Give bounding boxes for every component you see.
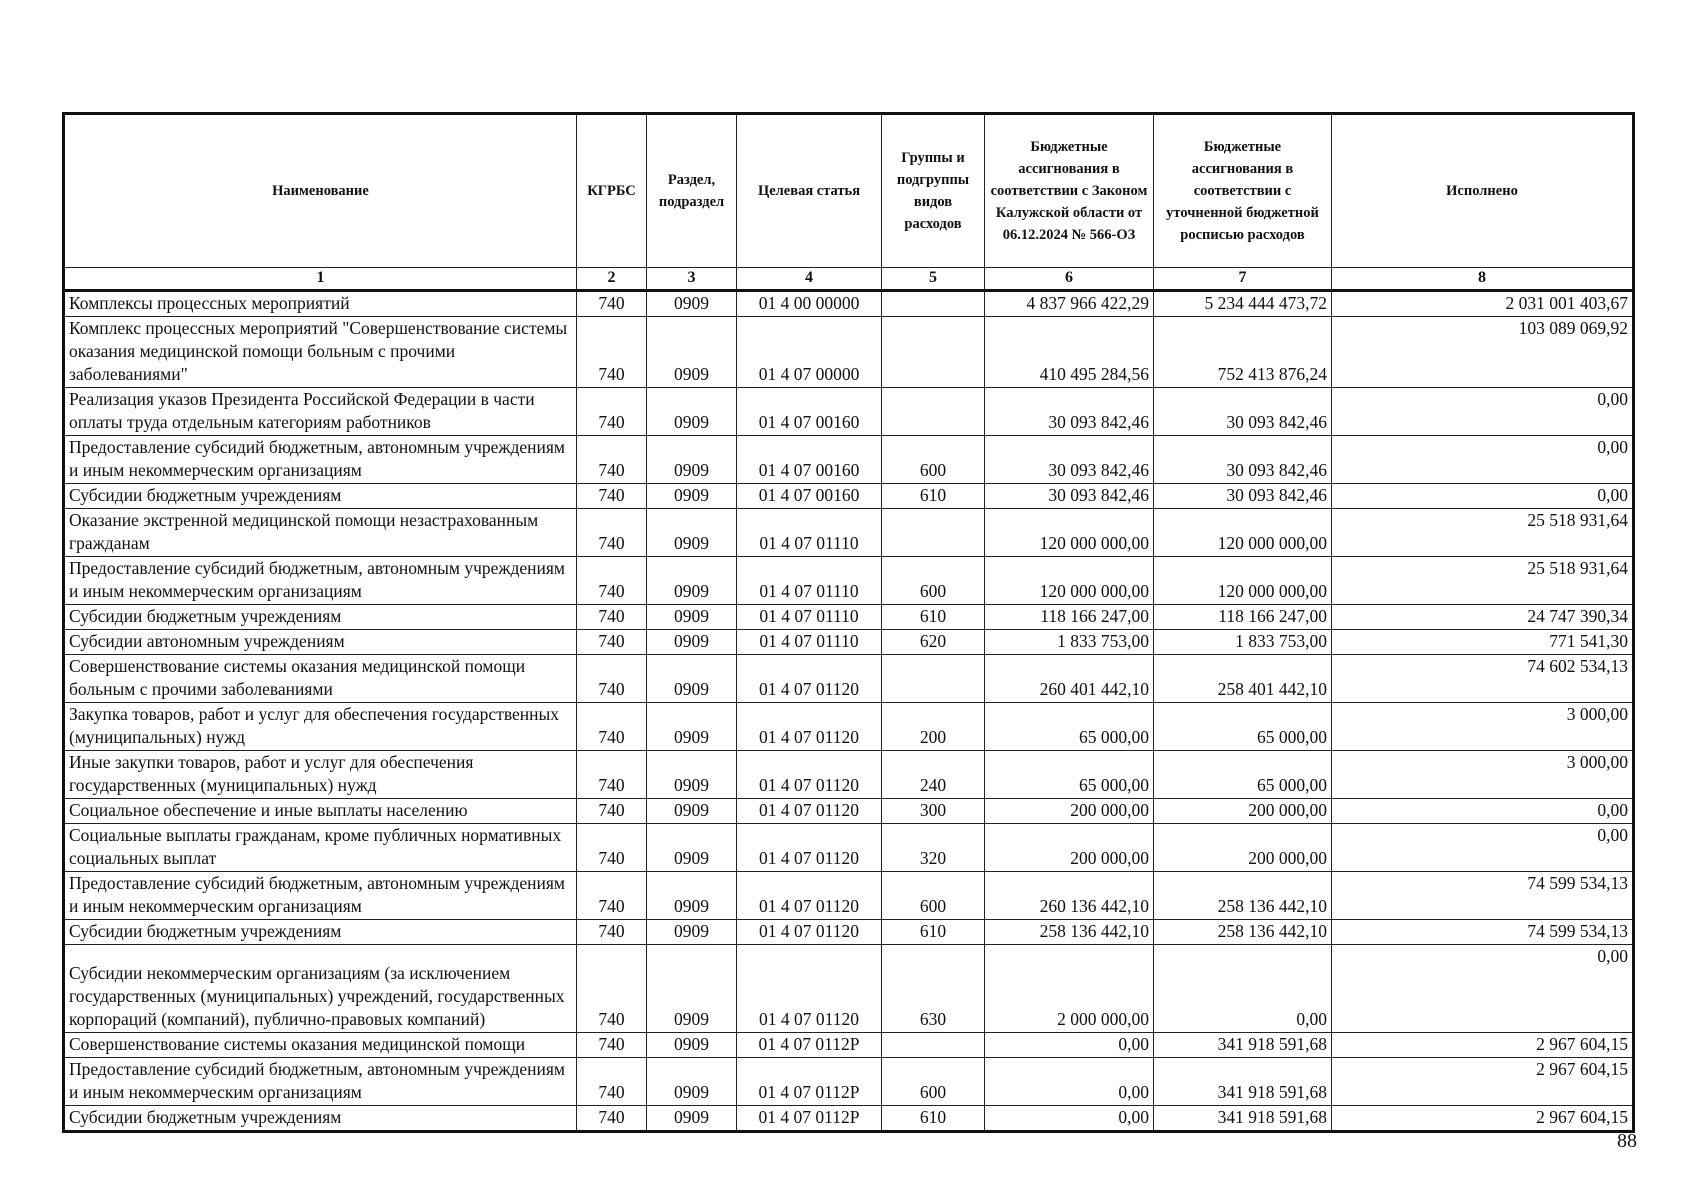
column-number: 1 <box>64 268 577 291</box>
row-revised-allocation: 258 401 442,10 <box>1154 655 1332 703</box>
row-law-allocation: 258 136 442,10 <box>985 920 1154 945</box>
row-kgrbs: 740 <box>577 824 647 872</box>
table-row <box>64 751 1634 799</box>
row-law-allocation: 260 401 442,10 <box>985 655 1154 703</box>
row-revised-allocation: 341 918 591,68 <box>1154 1106 1332 1132</box>
row-target: 01 4 07 01120 <box>737 920 882 945</box>
row-target: 01 4 07 01120 <box>737 824 882 872</box>
table-row <box>64 436 1634 484</box>
row-name: Субсидии бюджетным учреждениям <box>64 920 577 945</box>
row-revised-allocation: 0,00 <box>1154 945 1332 1033</box>
header-kgrbs: КГРБС <box>577 114 647 268</box>
row-section: 0909 <box>647 630 737 655</box>
column-number: 6 <box>985 268 1154 291</box>
row-section: 0909 <box>647 557 737 605</box>
header-group: Группы и подгруппы видов расходов <box>882 114 985 268</box>
page-number: 88 <box>1617 1130 1637 1152</box>
table-row <box>64 1106 1634 1132</box>
row-law-allocation: 2 000 000,00 <box>985 945 1154 1033</box>
row-kgrbs: 740 <box>577 1033 647 1058</box>
row-name: Комплекс процессных мероприятий "Совершенствование системы оказания медицинской помощи больным с прочими заболеваниями" <box>64 317 577 388</box>
row-law-allocation: 200 000,00 <box>985 824 1154 872</box>
row-target: 01 4 07 01110 <box>737 630 882 655</box>
row-name: Субсидии бюджетным учреждениям <box>64 605 577 630</box>
row-kgrbs: 740 <box>577 655 647 703</box>
row-name: Реализация указов Президента Российской Федерации в части оплаты труда отдельным категориям работников <box>64 388 577 436</box>
row-executed: 74 599 534,13 <box>1332 920 1634 945</box>
column-number: 2 <box>577 268 647 291</box>
row-section: 0909 <box>647 1058 737 1106</box>
row-section: 0909 <box>647 388 737 436</box>
row-name: Предоставление субсидий бюджетным, автономным учреждениям и иным некоммерческим организациям <box>64 872 577 920</box>
row-executed: 74 599 534,13 <box>1332 872 1634 920</box>
row-kgrbs: 740 <box>577 1058 647 1106</box>
row-revised-allocation: 341 918 591,68 <box>1154 1033 1332 1058</box>
row-group <box>882 291 985 317</box>
row-section: 0909 <box>647 1106 737 1132</box>
row-kgrbs: 740 <box>577 557 647 605</box>
row-revised-allocation: 341 918 591,68 <box>1154 1058 1332 1106</box>
table-row <box>64 484 1634 509</box>
column-number: 3 <box>647 268 737 291</box>
row-revised-allocation: 120 000 000,00 <box>1154 557 1332 605</box>
table-row <box>64 1058 1634 1106</box>
row-law-allocation: 65 000,00 <box>985 751 1154 799</box>
row-name: Предоставление субсидий бюджетным, автономным учреждениям и иным некоммерческим организациям <box>64 1058 577 1106</box>
table-row <box>64 703 1634 751</box>
row-group: 600 <box>882 1058 985 1106</box>
row-section: 0909 <box>647 605 737 630</box>
row-target: 01 4 07 01120 <box>737 703 882 751</box>
row-target: 01 4 07 01110 <box>737 509 882 557</box>
row-name: Иные закупки товаров, работ и услуг для обеспечения государственных (муниципальных) нужд <box>64 751 577 799</box>
row-law-allocation: 118 166 247,00 <box>985 605 1154 630</box>
table-row <box>64 920 1634 945</box>
row-kgrbs: 740 <box>577 703 647 751</box>
row-law-allocation: 65 000,00 <box>985 703 1154 751</box>
row-law-allocation: 30 093 842,46 <box>985 388 1154 436</box>
row-executed: 3 000,00 <box>1332 751 1634 799</box>
row-group: 610 <box>882 920 985 945</box>
row-name: Комплексы процессных мероприятий <box>64 291 577 317</box>
row-revised-allocation: 65 000,00 <box>1154 703 1332 751</box>
table-row <box>64 388 1634 436</box>
row-executed: 2 967 604,15 <box>1332 1058 1634 1106</box>
row-revised-allocation: 5 234 444 473,72 <box>1154 291 1332 317</box>
row-kgrbs: 740 <box>577 317 647 388</box>
row-kgrbs: 740 <box>577 509 647 557</box>
row-revised-allocation: 1 833 753,00 <box>1154 630 1332 655</box>
row-name: Предоставление субсидий бюджетным, автономным учреждениям и иным некоммерческим организациям <box>64 436 577 484</box>
row-law-allocation: 0,00 <box>985 1033 1154 1058</box>
row-group: 300 <box>882 799 985 824</box>
row-law-allocation: 30 093 842,46 <box>985 484 1154 509</box>
row-section: 0909 <box>647 317 737 388</box>
row-law-allocation: 0,00 <box>985 1058 1154 1106</box>
row-revised-allocation: 30 093 842,46 <box>1154 388 1332 436</box>
row-section: 0909 <box>647 751 737 799</box>
row-executed: 0,00 <box>1332 436 1634 484</box>
row-kgrbs: 740 <box>577 920 647 945</box>
row-target: 01 4 07 0112Р <box>737 1058 882 1106</box>
table-row <box>64 557 1634 605</box>
table-row <box>64 799 1634 824</box>
row-group: 620 <box>882 630 985 655</box>
row-group <box>882 388 985 436</box>
row-revised-allocation: 118 166 247,00 <box>1154 605 1332 630</box>
row-executed: 2 967 604,15 <box>1332 1033 1634 1058</box>
row-name: Субсидии бюджетным учреждениям <box>64 484 577 509</box>
row-executed: 3 000,00 <box>1332 703 1634 751</box>
row-kgrbs: 740 <box>577 291 647 317</box>
row-target: 01 4 07 01120 <box>737 872 882 920</box>
row-group <box>882 317 985 388</box>
column-number-row <box>64 268 1634 291</box>
row-kgrbs: 740 <box>577 630 647 655</box>
row-name: Субсидии бюджетным учреждениям <box>64 1106 577 1132</box>
row-target: 01 4 07 01110 <box>737 557 882 605</box>
row-executed: 103 089 069,92 <box>1332 317 1634 388</box>
table-row <box>64 291 1634 317</box>
row-name: Совершенствование системы оказания медицинской помощи больным с прочими заболеваниями <box>64 655 577 703</box>
row-revised-allocation: 258 136 442,10 <box>1154 872 1332 920</box>
row-section: 0909 <box>647 703 737 751</box>
table-row <box>64 945 1634 1033</box>
row-section: 0909 <box>647 484 737 509</box>
row-section: 0909 <box>647 872 737 920</box>
table-row <box>64 824 1634 872</box>
row-name: Совершенствование системы оказания медицинской помощи <box>64 1033 577 1058</box>
row-kgrbs: 740 <box>577 1106 647 1132</box>
header-row <box>64 114 1634 268</box>
header-revised-allocation: Бюджетные ассигнования в соответствии с уточненной бюджетной росписью расходов <box>1154 114 1332 268</box>
row-executed: 0,00 <box>1332 824 1634 872</box>
row-law-allocation: 200 000,00 <box>985 799 1154 824</box>
row-executed: 0,00 <box>1332 388 1634 436</box>
table-row <box>64 630 1634 655</box>
header-target: Целевая статья <box>737 114 882 268</box>
row-executed: 0,00 <box>1332 799 1634 824</box>
row-section: 0909 <box>647 824 737 872</box>
row-group: 610 <box>882 1106 985 1132</box>
row-revised-allocation: 65 000,00 <box>1154 751 1332 799</box>
table-body <box>64 291 1634 1132</box>
header-law-allocation: Бюджетные ассигнования в соответствии с Законом Калужской области от 06.12.2024 № 566-ОЗ <box>985 114 1154 268</box>
row-revised-allocation: 258 136 442,10 <box>1154 920 1332 945</box>
row-group: 600 <box>882 436 985 484</box>
row-law-allocation: 0,00 <box>985 1106 1154 1132</box>
row-revised-allocation: 30 093 842,46 <box>1154 484 1332 509</box>
row-law-allocation: 120 000 000,00 <box>985 557 1154 605</box>
row-target: 01 4 07 01120 <box>737 655 882 703</box>
row-group: 610 <box>882 605 985 630</box>
row-law-allocation: 30 093 842,46 <box>985 436 1154 484</box>
row-executed: 24 747 390,34 <box>1332 605 1634 630</box>
row-executed: 25 518 931,64 <box>1332 557 1634 605</box>
row-target: 01 4 07 01120 <box>737 945 882 1033</box>
row-target: 01 4 00 00000 <box>737 291 882 317</box>
row-name: Предоставление субсидий бюджетным, автономным учреждениям и иным некоммерческим организациям <box>64 557 577 605</box>
row-group <box>882 1033 985 1058</box>
row-revised-allocation: 120 000 000,00 <box>1154 509 1332 557</box>
header-section: Раздел, подраздел <box>647 114 737 268</box>
row-revised-allocation: 30 093 842,46 <box>1154 436 1332 484</box>
row-name: Субсидии автономным учреждениям <box>64 630 577 655</box>
row-executed: 25 518 931,64 <box>1332 509 1634 557</box>
row-section: 0909 <box>647 509 737 557</box>
row-executed: 771 541,30 <box>1332 630 1634 655</box>
row-group: 320 <box>882 824 985 872</box>
row-target: 01 4 07 01120 <box>737 751 882 799</box>
row-name: Закупка товаров, работ и услуг для обеспечения государственных (муниципальных) нужд <box>64 703 577 751</box>
row-kgrbs: 740 <box>577 799 647 824</box>
table-row <box>64 655 1634 703</box>
row-law-allocation: 1 833 753,00 <box>985 630 1154 655</box>
table-row <box>64 605 1634 630</box>
row-section: 0909 <box>647 291 737 317</box>
row-law-allocation: 260 136 442,10 <box>985 872 1154 920</box>
row-group: 630 <box>882 945 985 1033</box>
row-law-allocation: 120 000 000,00 <box>985 509 1154 557</box>
row-name: Субсидии некоммерческим организациям (за исключением государственных (муниципальных) учреждений, государственных корпораций (компаний), публично-правовых компаний) <box>64 945 577 1033</box>
row-group: 240 <box>882 751 985 799</box>
row-section: 0909 <box>647 799 737 824</box>
row-name: Социальные выплаты гражданам, кроме публичных нормативных социальных выплат <box>64 824 577 872</box>
header-executed: Исполнено <box>1332 114 1634 268</box>
row-kgrbs: 740 <box>577 436 647 484</box>
table-row <box>64 872 1634 920</box>
row-executed: 0,00 <box>1332 484 1634 509</box>
header-name: Наименование <box>64 114 577 268</box>
table-row <box>64 317 1634 388</box>
row-target: 01 4 07 01120 <box>737 799 882 824</box>
row-kgrbs: 740 <box>577 388 647 436</box>
row-section: 0909 <box>647 1033 737 1058</box>
row-revised-allocation: 752 413 876,24 <box>1154 317 1332 388</box>
row-kgrbs: 740 <box>577 751 647 799</box>
row-group: 600 <box>882 557 985 605</box>
row-section: 0909 <box>647 920 737 945</box>
row-revised-allocation: 200 000,00 <box>1154 824 1332 872</box>
row-executed: 74 602 534,13 <box>1332 655 1634 703</box>
column-number: 4 <box>737 268 882 291</box>
row-group <box>882 655 985 703</box>
row-section: 0909 <box>647 655 737 703</box>
row-section: 0909 <box>647 945 737 1033</box>
row-group: 610 <box>882 484 985 509</box>
row-name: Социальное обеспечение и иные выплаты населению <box>64 799 577 824</box>
row-target: 01 4 07 00160 <box>737 436 882 484</box>
row-law-allocation: 410 495 284,56 <box>985 317 1154 388</box>
row-group: 600 <box>882 872 985 920</box>
column-number: 7 <box>1154 268 1332 291</box>
row-name: Оказание экстренной медицинской помощи незастрахованным гражданам <box>64 509 577 557</box>
row-target: 01 4 07 00160 <box>737 388 882 436</box>
row-target: 01 4 07 0112Р <box>737 1033 882 1058</box>
row-kgrbs: 740 <box>577 872 647 920</box>
row-kgrbs: 740 <box>577 945 647 1033</box>
row-group: 200 <box>882 703 985 751</box>
row-target: 01 4 07 0112Р <box>737 1106 882 1132</box>
row-target: 01 4 07 01110 <box>737 605 882 630</box>
row-executed: 2 967 604,15 <box>1332 1106 1634 1132</box>
column-number: 5 <box>882 268 985 291</box>
row-executed: 0,00 <box>1332 945 1634 1033</box>
row-kgrbs: 740 <box>577 484 647 509</box>
row-section: 0909 <box>647 436 737 484</box>
row-law-allocation: 4 837 966 422,29 <box>985 291 1154 317</box>
row-group <box>882 509 985 557</box>
row-kgrbs: 740 <box>577 605 647 630</box>
column-number: 8 <box>1332 268 1634 291</box>
table-row <box>64 1033 1634 1058</box>
table-row <box>64 509 1634 557</box>
budget-table <box>62 112 1635 1133</box>
row-executed: 2 031 001 403,67 <box>1332 291 1634 317</box>
row-target: 01 4 07 00160 <box>737 484 882 509</box>
row-revised-allocation: 200 000,00 <box>1154 799 1332 824</box>
row-target: 01 4 07 00000 <box>737 317 882 388</box>
